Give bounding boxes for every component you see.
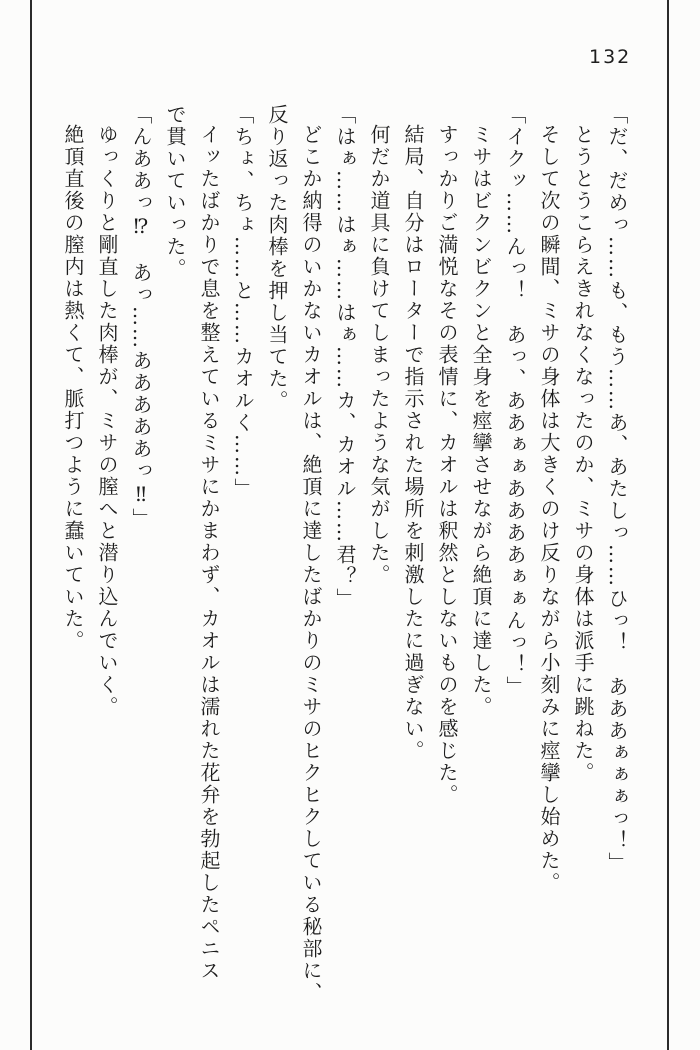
text-line: イッたばかりで息を整えているミサにかまわず、カオルは濡れた花弁を勃起したペニス: [197, 124, 221, 982]
vertical-text-block: [56, 104, 634, 1044]
text-line: そして次の瞬間、ミサの身体は大きくのけ反りながら小刻みに痙攣し始めた。: [537, 124, 561, 894]
text-line: 「だ、だめっ……も、もう……あ、あたしっ……ひっ！ あああぁぁぁっ！」: [605, 104, 629, 874]
text-line: すっかりご満悦なその表情に、カオルは釈然としないものを感じた。: [435, 124, 459, 806]
text-line: 絶頂直後の膣内は熱くて、脈打つように蠢いていた。: [61, 124, 85, 652]
text-line: で貫いていった。: [163, 104, 187, 280]
text-line: 「イクッ……んっ！ あっ、ああぁぁああああぁぁんっ！」: [503, 104, 527, 698]
text-line: 「ちょ、ちょ……と……カオルく……」: [231, 104, 255, 500]
text-line: 「はぁ……はぁ……はぁ……カ、カオル……君？」: [333, 104, 357, 610]
text-line: とうとうこらえきれなくなったのか、ミサの身体は派手に跳ねた。: [571, 124, 595, 784]
text-line: ゆっくりと剛直した肉棒が、ミサの膣へと潜り込んでいく。: [95, 124, 119, 718]
page-number: 132: [589, 46, 632, 68]
text-line: どこか納得のいかないカオルは、絶頂に達したばかりのミサのヒクヒクしている秘部に、: [299, 124, 323, 1004]
text-line: 「んああっ⁉ あっ……あああああっ‼」: [129, 104, 153, 530]
text-line: 反り返った肉棒を押し当てた。: [265, 104, 289, 412]
left-page-edge-rule: [30, 0, 32, 1050]
right-page-edge-rule: [667, 0, 669, 1050]
text-line: ミサはビクンビクンと全身を痙攣させながら絶頂に達した。: [469, 124, 493, 718]
text-line: 何だか道具に負けてしまったような気がした。: [367, 124, 391, 586]
text-line: 結局、自分はローターで指示された場所を刺激したに過ぎない。: [401, 124, 425, 762]
